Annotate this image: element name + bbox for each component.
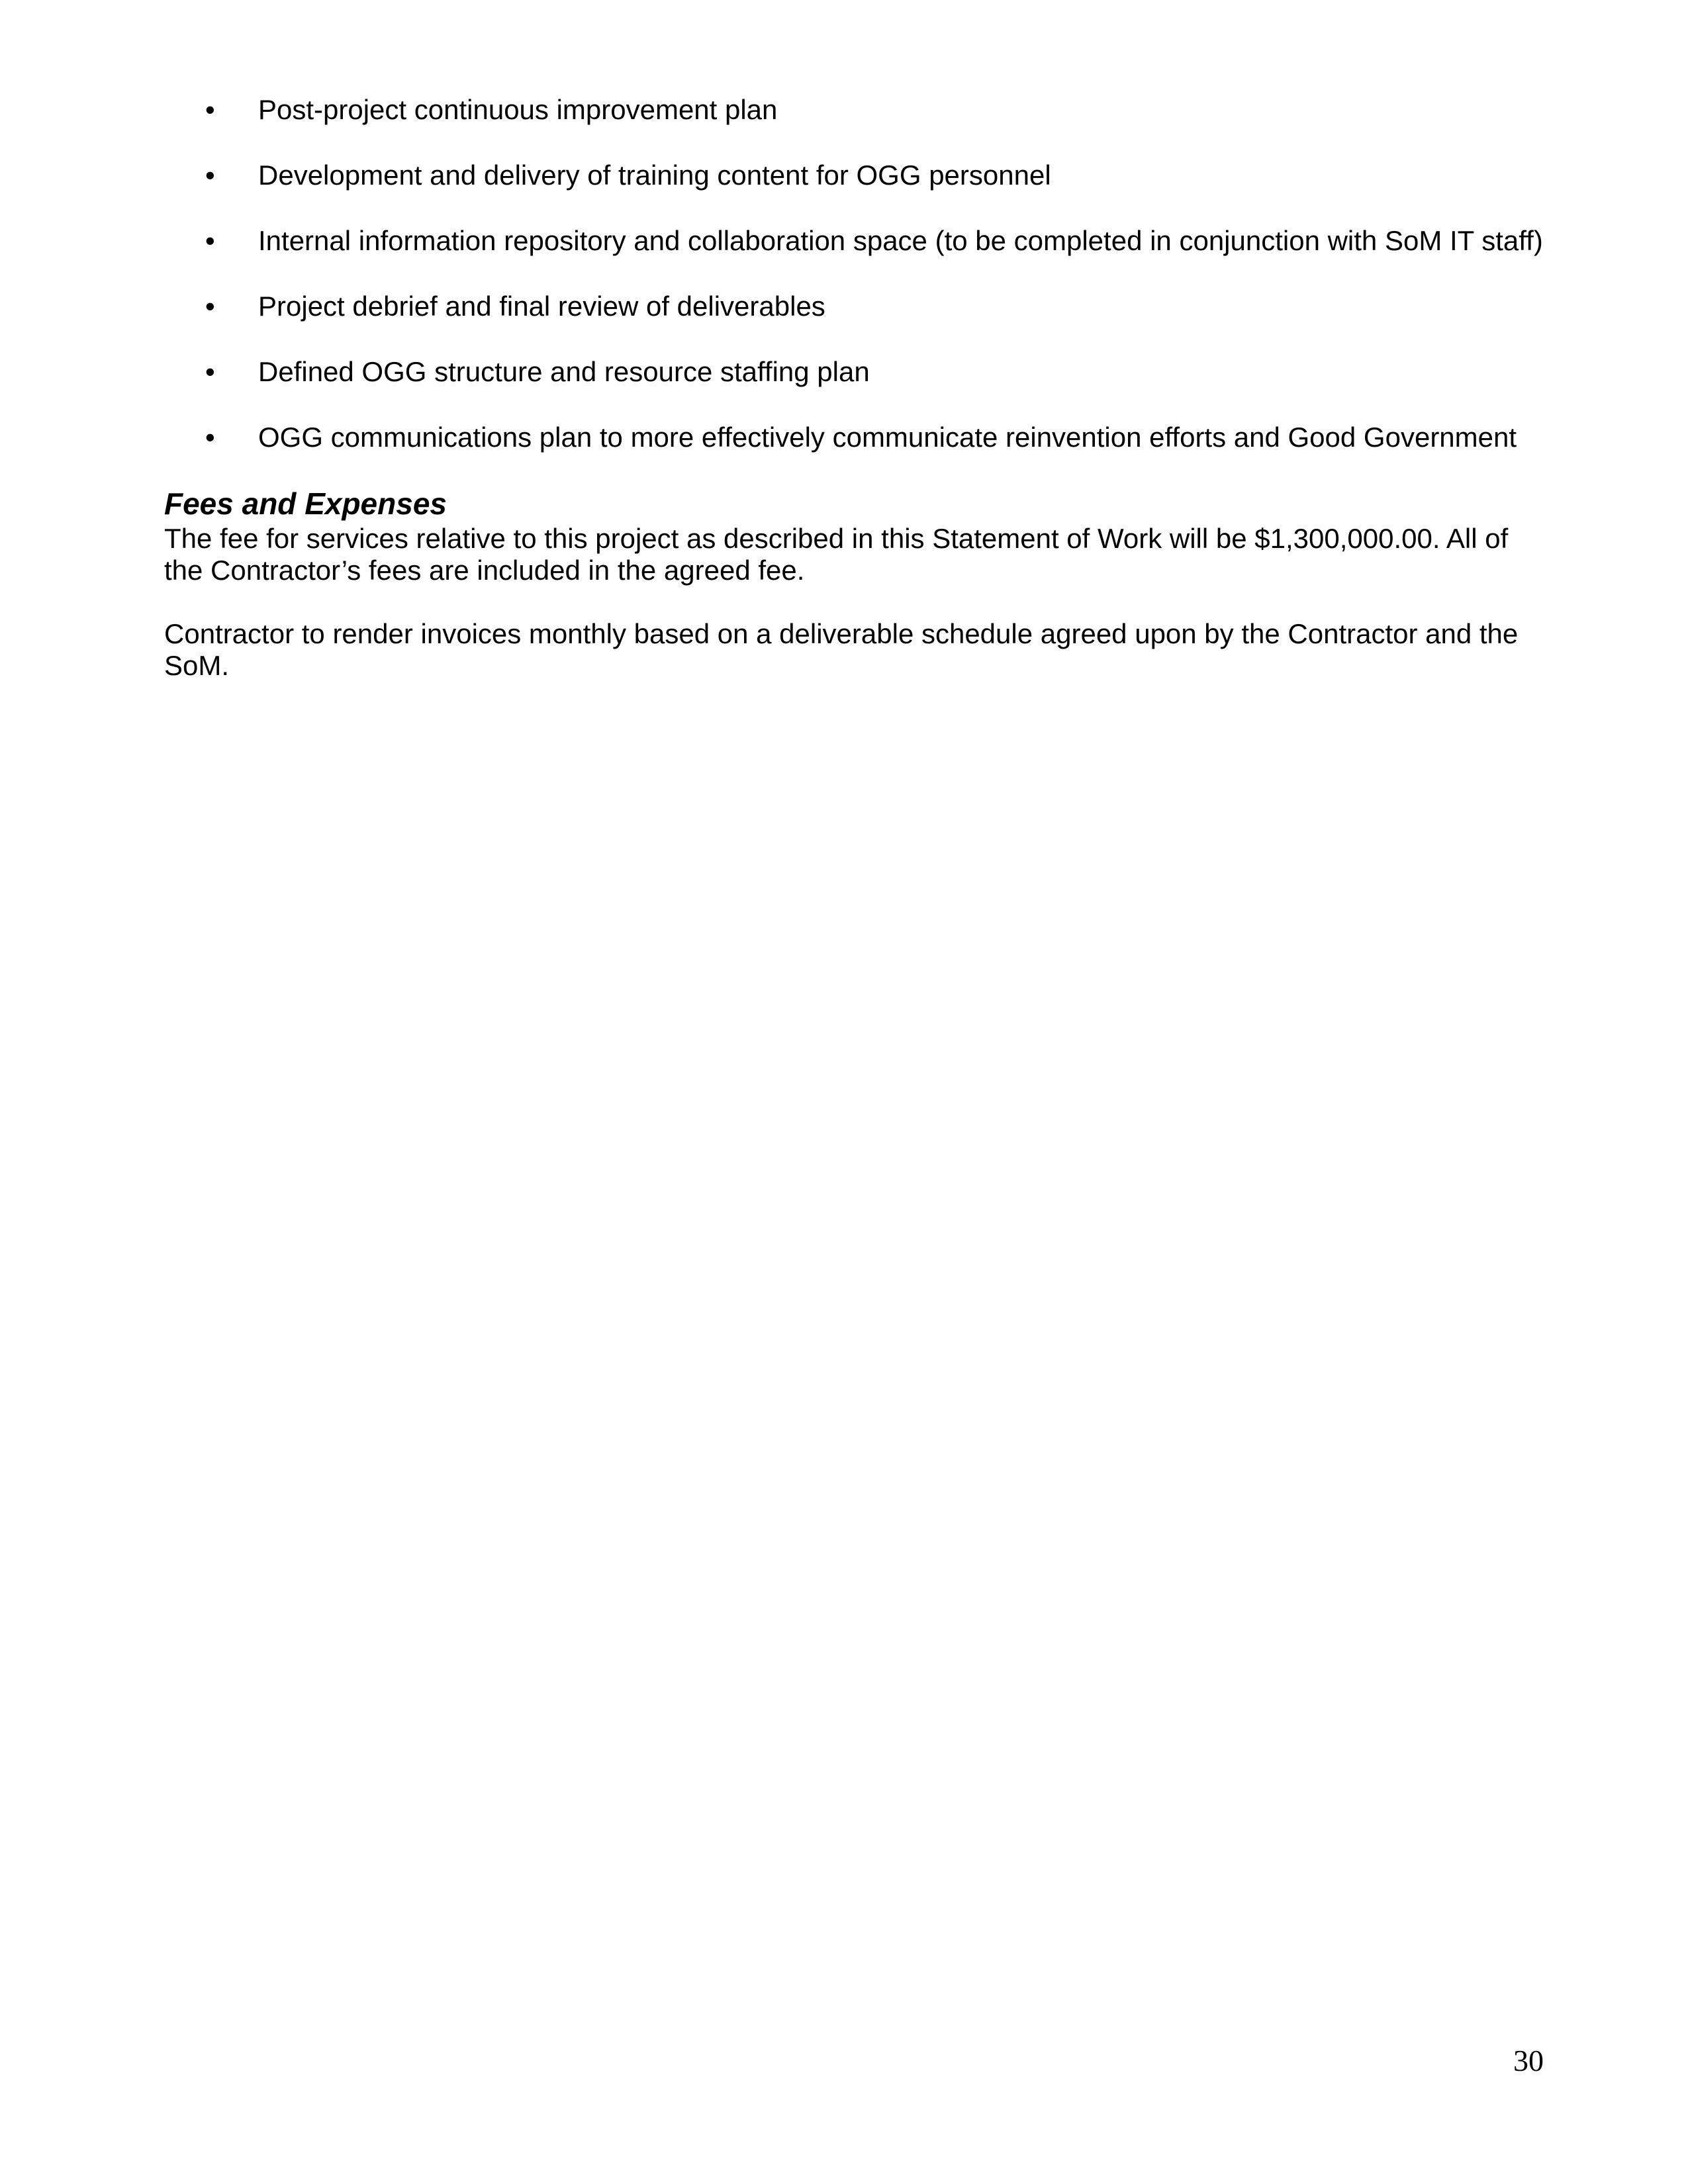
list-item-text: Development and delivery of training content for OGG personnel — [258, 159, 1051, 191]
list-item — [205, 419, 1562, 484]
list-item-text: Project debrief and final review of deliverables — [258, 291, 825, 322]
deliverables-list — [205, 91, 1562, 484]
fees-and-expenses-section — [164, 484, 1541, 682]
list-item-text: Post-project continuous improvement plan — [258, 94, 778, 125]
section-title: Fees and Expenses — [164, 486, 447, 521]
list-item-text: Internal information repository and collaboration space (to be completed in conjunction with SoM IT staff) — [258, 225, 1543, 256]
bullet-icon: • — [205, 159, 215, 191]
list-item — [205, 353, 1562, 419]
bullet-icon: • — [205, 291, 215, 322]
fee-paragraph: The fee for services relative to this project as described in this Statement of Work will be $1,300,000.00. All of the Contractor’s fees are included in the agreed fee. — [164, 523, 1509, 586]
page-number: 30 — [1513, 2044, 1544, 2077]
list-item — [205, 91, 1562, 157]
list-item-text: OGG communications plan to more effectively communicate reinvention efforts and Good Government — [258, 422, 1517, 453]
list-item — [205, 222, 1562, 288]
list-item — [205, 288, 1562, 353]
list-item — [205, 157, 1562, 222]
list-item-text: Defined OGG structure and resource staffing plan — [258, 356, 870, 387]
invoice-paragraph: Contractor to render invoices monthly based on a deliverable schedule agreed upon by the Contractor and the SoM. — [164, 618, 1519, 681]
bullet-icon: • — [205, 94, 215, 125]
bullet-icon: • — [205, 422, 215, 453]
bullet-icon: • — [205, 356, 215, 387]
bullet-icon: • — [205, 225, 215, 256]
